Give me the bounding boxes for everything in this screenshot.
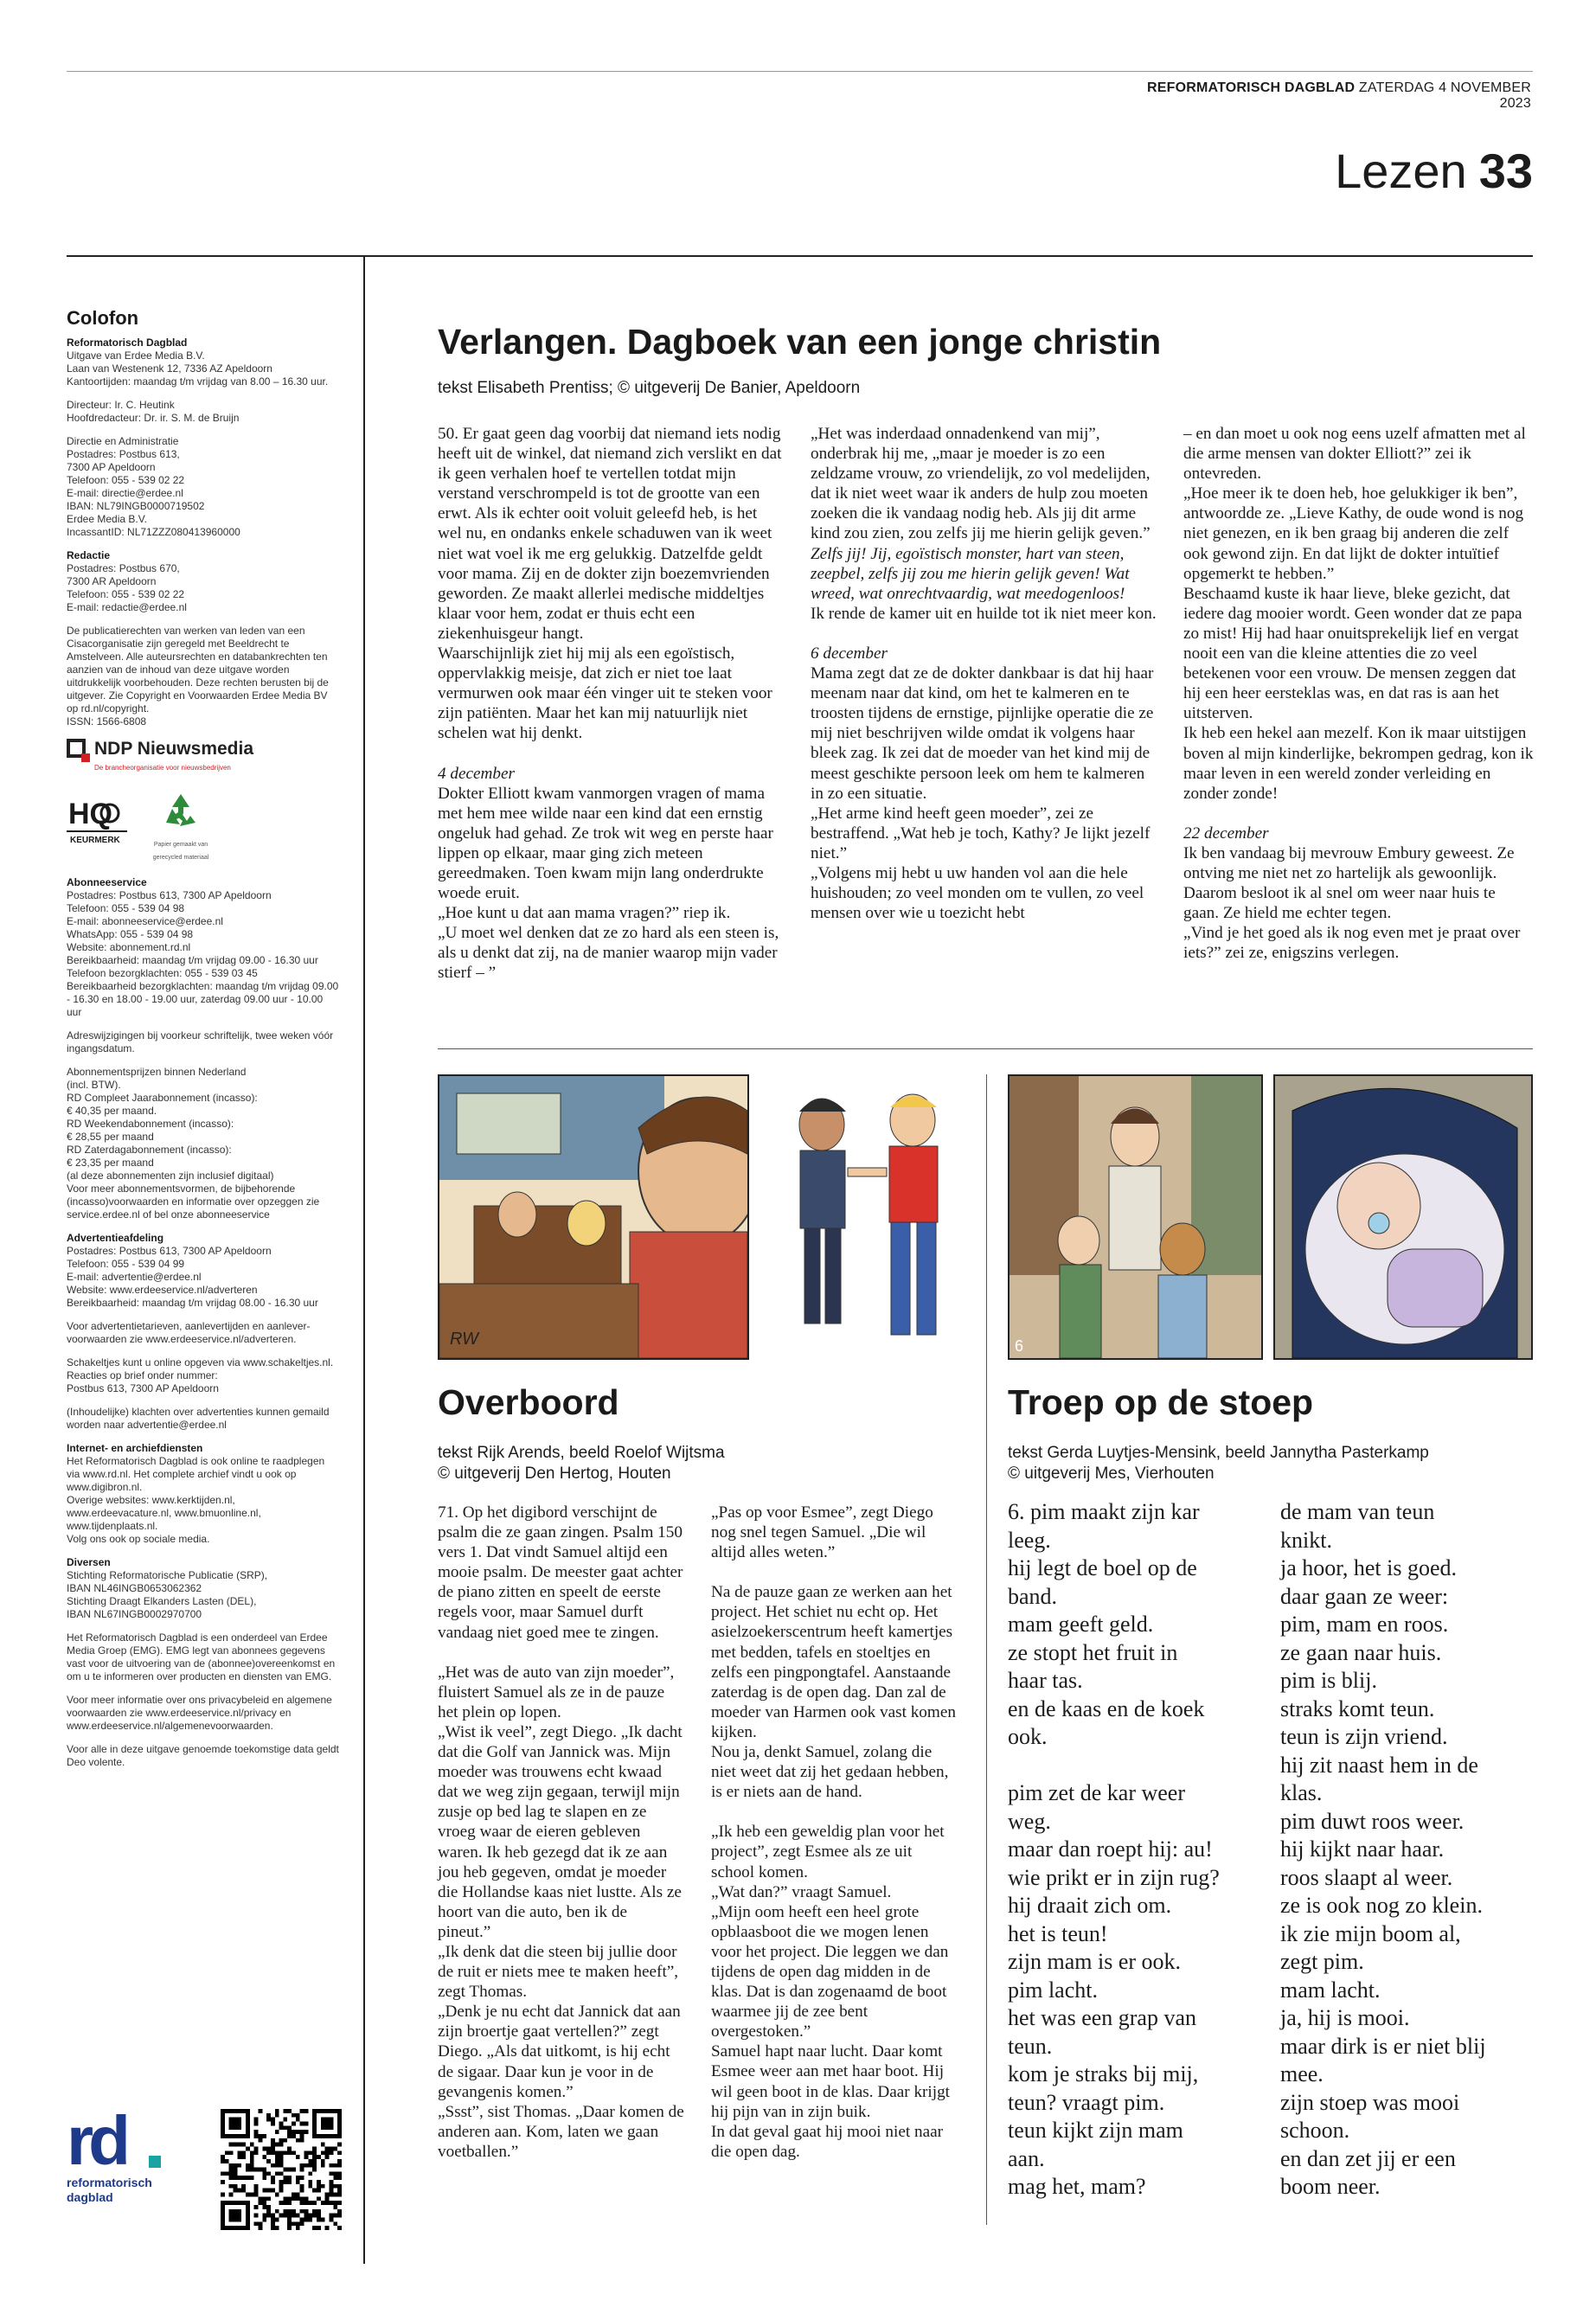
article2-credit: tekst Rijk Arends, beeld Roelof Wijtsma © uitgeverij Den Hertog, Houten xyxy=(438,1444,725,1483)
colofon-block xyxy=(67,876,339,1019)
paragraph: – en dan moet u ook nog eens uzelf afmatten met al die arme mensen van dokter Elliott?” zei ik ontevreden. xyxy=(1183,425,1526,484)
paragraph: 71. Op het digibord verschijnt de psalm die ze gaan zingen. Psalm 150 vers 1. Dat vindt Samuel altijd een mooie psalm. De meester gaat achter de piano zitten en speelt de eerste regels voor, maar Samuel durft vandaag niet goed mee te zingen. xyxy=(438,1503,683,1642)
colofon-block xyxy=(67,1442,339,1546)
paragraph-gap xyxy=(1183,804,1534,824)
paragraph: „Ik denk dat die steen bij jullie door de ruit er niets mee te maken heeft”, zegt Thomas. xyxy=(438,1942,679,2002)
panel-number: 6 xyxy=(1015,1337,1024,1355)
paragraph: „Volgens mij hebt u uw handen vol aan die hele huishouden; zo veel monden om te vullen, zo veel mensen over wie u toezicht hebt xyxy=(811,863,1144,923)
colofon-block xyxy=(67,625,339,728)
colofon-block-title: Advertentieafdeling xyxy=(67,1232,164,1244)
colofon-block-title: Abonneeservice xyxy=(67,876,147,888)
rd-wordmark-icon xyxy=(67,2111,170,2171)
qr-code-icon[interactable] xyxy=(221,2109,342,2230)
paragraph-gap xyxy=(711,1562,958,1582)
article1-column-1 xyxy=(438,424,784,984)
header-rule xyxy=(67,255,1533,257)
page-number: 33 xyxy=(1478,144,1533,198)
paragraph: Waarschijnlijk ziet hij mij als een egoïstisch, oppervlakkig meisje, dat zich er niet toe laat vermurwen ook maar één vinger uit te steken voor zijn patiënten. Maar het kan mij natuurlijk niet schelen wat hij denkt. xyxy=(438,644,772,743)
colofon-block xyxy=(67,1029,339,1055)
recycle-icon xyxy=(159,790,202,833)
colofon-block-text: De publicatierechten van werken van leden van een Cisacorganisatie zijn geregeld met Beeldrecht te Amstelveen. Alle auteursrechten en databankrechten ten aanzien van de inhoud van deze uitgave worden uitdrukkelijk voorbehouden. Deze rechten berusten bij de uitgever. Zie Copyright en Voorwaarden Erdee Media BV op rd.nl/copyright. ISSN: 1566-6808 xyxy=(67,625,329,727)
section-name: Lezen xyxy=(1335,144,1467,198)
article2-title: Overboord xyxy=(438,1382,619,1422)
colofon-blocks-bottom xyxy=(67,876,339,1769)
paragraph: Dokter Elliott kwam vanmorgen vragen of mama met hem mee wilde naar een kind dat een ernstig ongeluk had gehad. Ze trok wit weg en perste haar lippen op elkaar, maar ging zich meteen gereedmaken. Toen kwam mijn lang onderdrukte woede eruit. xyxy=(438,784,773,903)
paragraph: „Ik heb een geweldig plan voor het project”, zegt Esmee als ze uit school komen. xyxy=(711,1823,945,1881)
colofon-block-text: Abonnementsprijzen binnen Nederland (incl. BTW). RD Compleet Jaarabonnement (incasso): € 40,35 per maand. RD Weekendabonnement (incasso): € 28,55 per maand RD Zaterdagabonnement (incasso): € 23,35 per maand (al deze abonnementen zijn inclusief digitaal) Voor meer abonnementsvormen, de bijbehorende (incasso)voorwaarden en informatie over opzeggen zie service.erdee.nl of bel onze abonneeservice xyxy=(67,1066,320,1221)
colofon-block-text: Voor alle in deze uitgave genoemde toekomstige data geldt Deo volente. xyxy=(67,1743,339,1768)
paragraph: Nou ja, denkt Samuel, zolang die niet weet dat zij het gedaan hebben, is er niets aan de hand. xyxy=(711,1743,949,1802)
svg-text:HQ: HQ xyxy=(68,798,112,830)
troep-illustration-1 xyxy=(1008,1074,1263,1360)
paragraph: „Het was de auto van zijn moeder”, fluistert Samuel als ze in de pauze het plein op lopen. xyxy=(438,1663,675,1721)
section-heading xyxy=(1263,143,1533,199)
ndp-subtitle: De branchеorganisatie voor nieuwsbedrijven xyxy=(94,764,231,772)
paragraph: Na de pauze gaan ze werken aan het project. Het schiet nu echt op. Het asielzoekerscentrum heeft kamertjes met bedden, tafels en stoeltjes en zelfs een pingpongtafel. Aanstaande zaterdag is de open dag. Dan zal de moeder van Harmen ook vast komen kijken. xyxy=(711,1583,956,1741)
paragraph-gap xyxy=(438,744,784,764)
article3-poem-column-2: de mam van teun knikt. ja hoor, het is goed. daar gaan ze weer: pim, mam en roos. ze gaan naar huis. pim is blij. straks komt teun. teun is zijn vriend. hij zit naast hem in de klas. pim duwt roos weer. hij kijkt naar haar. roos slaapt al weer. ze is ook nog zo klein. ik zie mijn boom al, zegt pim. mam lacht. ja, hij is mooi. maar dirk is er niet blij mee. zijn stoep was mooi schoon. en dan zet jij er een boom neer. xyxy=(1280,1499,1486,2199)
keurmerk-logo-icon xyxy=(67,794,127,846)
colofon-block-title: Redactie xyxy=(67,549,111,561)
paragraph: Ik heb een hekel aan mezelf. Kon ik maar uitstijgen boven al mijn kinderlijke, bekrompen gedrag, kon ik maar leven in een wereld zonder verleiding en zonder zonde! xyxy=(1183,724,1534,803)
colofon xyxy=(67,307,339,1779)
colofon-block-text: Postadres: Postbus 613, 7300 AP Apeldoorn Telefoon: 055 - 539 04 98 E-mail: abonneeservice@erdee.nl WhatsApp: 055 - 539 04 98 Website: abonnement.rd.nl Bereikbaarheid: maandag t/m vrijdag 09.00 - 16.30 uur Telefoon bezorgklachten: 055 - 539 03 45 Bereikbaarheid bezorgklachten: maandag t/m vrijdag 09.00 - 16.30 en 18.00 - 19.00 uur, zaterdag 09.00 uur - 10.00 uur xyxy=(67,889,339,1018)
publication-name: REFORMATORISCH DAGBLAD xyxy=(1147,80,1356,95)
paragraph-gap xyxy=(811,624,1157,644)
ndp-mark-icon xyxy=(67,739,86,758)
paragraph: Samuel hapt naar lucht. Daar komt Esmee weer aan met haar boot. Hij wil geen boot in de klas. Daar krijgt hij pijn van in zijn buik. xyxy=(711,2042,951,2121)
recycle-logo xyxy=(146,790,215,861)
panel-signature: RW xyxy=(450,1330,478,1349)
colofon-block-text: Postadres: Postbus 613, 7300 AP Apeldoorn Telefoon: 055 - 539 04 99 E-mail: advertentie@erdee.nl Website: www.erdeeservice.nl/adverteren Bereikbaarheid: maandag t/m vrijdag 08.00 - 16.30 uur xyxy=(67,1245,318,1309)
paragraph: „Het was inderdaad onnadenkend van mij”, onderbrak hij me, „maar je moeder is zo een zeldzame vrouw, zo vriendelijk, zo vol medelijden, dat ik niet weet waar ik anders de hulp zou moeten zoeken die ik vandaag nodig heb. Als jij dit arme kind zou zien, zou zelfs jij me hierin gelijk geven.” xyxy=(811,425,1151,543)
mother-children-icon xyxy=(1010,1076,1261,1358)
paragraph: „Pas op voor Esmee”, zegt Diego nog snel tegen Samuel. „Die wil altijd alles weten.” xyxy=(711,1503,933,1562)
entry-date: 22 december xyxy=(1183,824,1269,843)
article3-poem-column-1: 6. pim maakt zijn kar leeg. hij legt de boel op de band. mam geeft geld. ze stopt het fruit in haar tas. en de kaas en de koek ook. pim zet de kar weer weg. maar dan roept hij: au! wie prikt er in zijn rug? hij draait zich om. het is teun! zijn mam is er ook. pim lacht. het was een grap van teun. kom je straks bij mij, teun? vraagt pim. teun kijkt zijn mam aan. mag het, mam? xyxy=(1008,1499,1220,2199)
colofon-blocks-top xyxy=(67,336,339,728)
paragraph-gap xyxy=(711,1802,958,1822)
colofon-divider xyxy=(363,257,365,2264)
paragraph: In dat geval gaat hij mooi niet naar die open dag. xyxy=(711,2122,943,2161)
keurmerk-label: KEURMERK xyxy=(70,836,120,845)
article2-column-1 xyxy=(438,1503,684,2162)
paragraph: Zelfs jij! Jij, egoïstisch monster, hart van steen, zeepbel, zelfs jij zou me hierin gelijk geven! Wat wreed, wat onrechtvaardig, wat meedogenloos! xyxy=(811,544,1130,603)
colofon-block-text: Directeur: Ir. C. Heutink Hoofdredacteur: Dr. ir. S. M. de Bruijn xyxy=(67,399,240,424)
colofon-block-text: (Inhoudelijke) klachten over advertenties kunnen gemaild worden naar advertentie@erdee.nl xyxy=(67,1406,330,1431)
paragraph: Ik rende de kamer uit en huilde tot ik niet meer kon. xyxy=(811,604,1157,623)
paragraph: „Vind je het goed als ik nog even met je praat over iets?” zei ze, enigszins verlegen. xyxy=(1183,924,1521,963)
colofon-block-text: Adreswijzigingen bij voorkeur schriftelijk, twee weken vóór ingangsdatum. xyxy=(67,1029,334,1054)
article3-credit: tekst Gerda Luytjes-Mensink, beeld Jannytha Pasterkamp © uitgeverij Mes, Vierhouten xyxy=(1008,1444,1429,1483)
article-divider xyxy=(438,1048,1533,1049)
colofon-block-text: Schakeltjes kunt u online opgeven via www.schakeltjes.nl. Reacties op brief onder nummer: Postbus 613, 7300 AP Apeldoorn xyxy=(67,1356,334,1394)
article1-column-3 xyxy=(1183,424,1534,963)
overboord-illustration-1 xyxy=(438,1074,749,1360)
classroom-scene-icon xyxy=(439,1076,747,1358)
colofon-block-text: Postadres: Postbus 670, 7300 AR Apeldoorn Telefoon: 055 - 539 02 22 E-mail: redactie@erdee.nl xyxy=(67,562,187,613)
colofon-block xyxy=(67,336,339,388)
paragraph: Ik ben vandaag bij mevrouw Embury geweest. Ze ontving me niet net zo hartelijk als gewoonlijk. Daarom besloot ik al snel om weer naar huis te gaan. Ze hield me echter tegen. xyxy=(1183,843,1515,923)
article2-column-2 xyxy=(711,1503,958,2162)
paragraph: 50. Er gaat geen dag voorbij dat niemand iets nodig heeft uit de winkel, dat niemand zich verslikt en dat ik geen verhalen hoef te vertellen totdat mijn verstand verschrompeld is tot de grootte van een erwt. Als ik echter ooit voluit geleefd heb, is het wel nu, en ondanks enkele schaduwen van ik weet niet wat voel ik me erg gelukkig. Datzelfde geldt voor mama. Zij en de dokter zijn boezemvrienden geworden. Ze maakt allerlei medische middeltjes klaar voor hem, zodat er thuis echt een ziekenhuisgeur hangt. xyxy=(438,425,782,643)
paragraph: Beschaamd kuste ik haar lieve, bleke gezicht, dat iedere dag mooier wordt. Geen wonder dat ze papa zo mist! Hij had haar onuitsprekelijk lief en vergat nooit een van die kleine attenties die zo veel betekenen voor een vrouw. De mensen zeggen dat hij een heer eersteklas was, en dat ras is aan het uitsterven. xyxy=(1183,584,1522,723)
entry-date: 6 december xyxy=(811,644,888,663)
paragraph: „Wat dan?” vraagt Samuel. xyxy=(711,1882,892,1901)
paragraph: „Hoe meer ik te doen heb, hoe gelukkiger ik ben”, antwoordde ze. „Lieve Kathy, de oude wond is nog niet genezen, en ik ben graag bij anderen die zelf ook gewond zijn. En dat lijkt de dokter intuïtief opgemerkt te hebben.” xyxy=(1183,484,1524,583)
certification-logos xyxy=(67,790,339,861)
colofon-block xyxy=(67,1406,339,1432)
colofon-block-text: Directie en Administratie Postadres: Postbus 613, 7300 AP Apeldoorn Telefoon: 055 - 539 02 22 E-mail: directie@erdee.nl IBAN: NL79INGB0000719502 Erdee Media B.V. IncassantID: NL71ZZZ080413960000 xyxy=(67,435,240,538)
top-rule xyxy=(67,71,1533,72)
column-divider-comics xyxy=(986,1074,987,2225)
colofon-block xyxy=(67,1743,339,1769)
paragraph: „Wist ik veel”, zegt Diego. „Ik dacht dat die Golf van Jannick was. Mijn moeder was trouwens echt kwaad dat we weg zijn gegaan, terwijl mijn zusje op bed lag te slapen en ze vroeg waar de eieren gebleven waren. Ik heb gezegd dat ik ze aan jou heb gegeven, omdat je moeder die Hollandse kaas niet lustte. Als ze hoort van die auto, ben ik de pineut.” xyxy=(438,1722,683,1941)
svg-text:rd: rd xyxy=(67,2111,125,2171)
colofon-block xyxy=(67,1694,339,1733)
colofon-block-title: Internet- en archiefdiensten xyxy=(67,1442,203,1454)
paragraph: „Ssst”, sist Thomas. „Daar komen de anderen aan. Kom, laten we gaan voetballen.” xyxy=(438,2102,684,2161)
rd-logo xyxy=(67,2111,188,2205)
ndp-logo xyxy=(67,739,339,758)
paragraph: „Denk je nu echt dat Jannick dat aan zijn broertje gaat vertellen?” zegt Diego. „Als dat uitkomt, is hij echt de sigaar. Daar kun je voor in de gevangenis komen.” xyxy=(438,2003,681,2101)
colofon-block-text: Uitgave van Erdee Media B.V. Laan van Westenenk 12, 7336 AZ Apeldoorn Kantoortijden: maandag t/m vrijdag van 8.00 – 16.30 uur. xyxy=(67,349,329,388)
ndp-name: NDP Nieuwsmedia xyxy=(94,738,254,759)
paragraph: Mama zegt dat ze de dokter dankbaar is dat hij haar meenam naar dat kind, om het te kalmeren en te troosten tijdens de ernstige, pijnlijke operatie die ze mij niet beschrijven wilde omdat ik volgens haar bleek zag. Ik zei dat de moeder van het kind mij de meest geschikte persoon leek om hem te kalmeren in zo een situatie. xyxy=(811,664,1154,803)
paragraph: „Het arme kind heeft geen moeder”, zei ze bestraffend. „Wat heb je toch, Kathy? Je lijkt jezelf niet.” xyxy=(811,804,1151,862)
article3-title: Troep op de stoep xyxy=(1008,1382,1314,1422)
paragraph: „Hoe kunt u dat aan mama vragen?” riep ik. xyxy=(438,904,731,923)
recycle-label: Papier gemaakt van gerecycled materiaal xyxy=(152,842,209,861)
article1-column-2 xyxy=(811,424,1157,923)
article1-title: Verlangen. Dagboek van een jonge christin xyxy=(438,322,1162,362)
colofon-block xyxy=(67,1320,339,1346)
troep-illustration-2 xyxy=(1273,1074,1533,1360)
header-dateline xyxy=(1133,80,1531,112)
colofon-block-text: Voor meer informatie over ons privacybeleid en algemene voorwaarden zie www.erdeeservice.nl/privacy en www.erdeeservice.nl/algemenevoorwaarden. xyxy=(67,1694,332,1732)
colofon-block xyxy=(67,1066,339,1221)
colofon-block-title: Reformatorisch Dagblad xyxy=(67,336,188,349)
colofon-block xyxy=(67,1356,339,1395)
colofon-block-title: Diversen xyxy=(67,1556,111,1568)
entry-date: 4 december xyxy=(438,764,515,783)
colofon-block xyxy=(67,1556,339,1621)
colofon-block xyxy=(67,549,339,614)
paragraph-gap xyxy=(438,1643,684,1663)
rd-logo-text: reformatorisch dagblad xyxy=(67,2176,152,2204)
article1-credit: tekst Elisabeth Prentiss; © uitgeverij De Banier, Apeldoorn xyxy=(438,379,861,397)
colofon-title: Colofon xyxy=(67,307,139,329)
colofon-block xyxy=(67,1232,339,1310)
colofon-block-text: Het Reformatorisch Dagblad is ook online te raadplegen via www.rd.nl. Het complete archief vindt u ook op www.digibron.nl. Overige websites: www.kerktijden.nl, www.erdeevacature.nl, www.bmuonline.nl, www.tijdenplaats.nl. Volg ons ook op sociale media. xyxy=(67,1455,325,1545)
baby-stroller-icon xyxy=(1275,1076,1531,1358)
colofon-block-text: Voor advertentietarieven, aanlevertijden en aanlever-voorwaarden zie www.erdeeservice.nl/adverteren. xyxy=(67,1320,311,1345)
paragraph: „Mijn oom heeft een heel grote opblaasboot die we mogen lenen voor het project. Die leggen we dan tijdens de open dag midden in de klas. Dat is dan zogenaamd de boot waarmee jij de zee bent overgestoken.” xyxy=(711,1902,949,2041)
two-boys-icon xyxy=(761,1086,977,1362)
colofon-block xyxy=(67,399,339,425)
colofon-block xyxy=(67,1631,339,1683)
colofon-block xyxy=(67,435,339,539)
issue-date: ZATERDAG 4 NOVEMBER 2023 xyxy=(1358,80,1531,111)
paragraph: „U moet wel denken dat ze zo hard als een steen is, als u denkt dat zij, na de manier waarop mijn vader stierf – ” xyxy=(438,924,779,983)
overboord-illustration-2 xyxy=(761,1086,977,1362)
colofon-block-text: Stichting Reformatorische Publicatie (SRP), IBAN NL46INGB0653062362 Stichting Draagt Elkanders Lasten (DEL), IBAN NL67INGB0002970700 xyxy=(67,1569,268,1620)
colofon-block-text: Het Reformatorisch Dagblad is een onderdeel van Erdee Media Groep (EMG). EMG legt van abonnees gegevens vast voor de uitvoering van de (abonnee)overeenkomst en om u te informeren over producten en diensten van EMG. xyxy=(67,1631,336,1682)
